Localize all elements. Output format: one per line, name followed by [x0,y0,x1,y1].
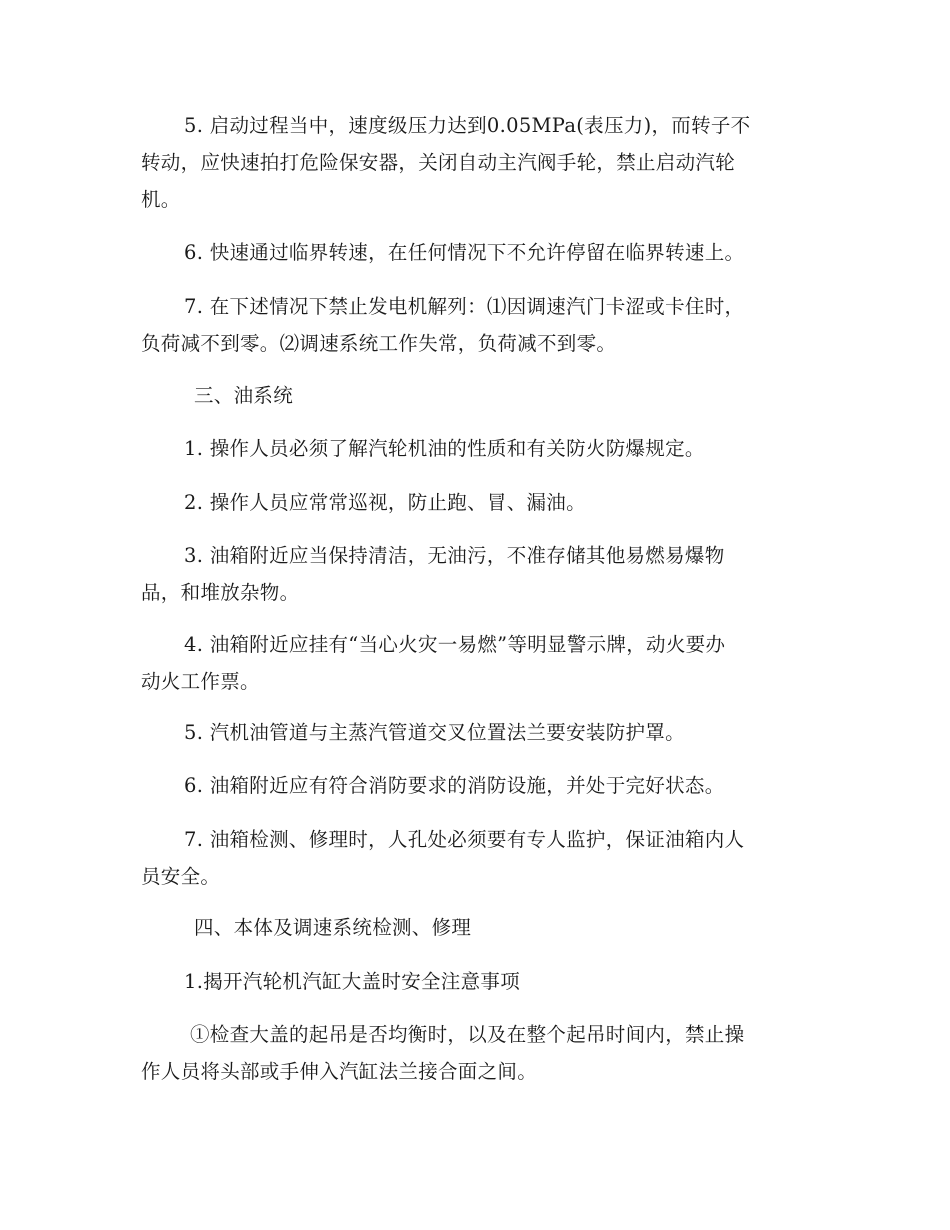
text-line: 7. 油箱检测、修理时，人孔处必须要有专人监护，保证油箱内人 [184,828,745,851]
text-line: 1.揭开汽轮机汽缸大盖时安全注意事项 [184,970,521,993]
text-line: 4. 油箱附近应挂有“当心火灾一易燃”等明显警示牌，动火要办 [184,633,726,656]
text-line: 5. 启动过程当中，速度级压力达到0.05MPa(表压力)，而转子不 [184,114,751,137]
heading-text: 四、本体及调速系统检测、修理 [194,916,472,939]
text-line: 员安全。 [141,865,221,888]
text-line: 7. 在下述情况下禁止发电机解列：⑴因调速汽门卡涩或卡住时， [184,295,745,318]
text-line: 动火工作票。 [141,670,260,693]
text-line: 3. 油箱附近应当保持清洁，无油污，不准存储其他易燃易爆物 [184,544,725,567]
text-line: 1. 操作人员必须了解汽轮机油的性质和有关防火防爆规定。 [184,437,705,460]
text-line: ①检查大盖的起吊是否均衡时，以及在整个起吊时间内，禁止操 [190,1023,745,1046]
heading-text: 三、油系统 [194,384,294,407]
text-line: 5. 汽机油管道与主蒸汽管道交叉位置法兰要安装防护罩。 [184,721,685,744]
text-line: 2. 操作人员应常常巡视，防止跑、冒、漏油。 [184,491,586,514]
text-line: 负荷减不到零。⑵调速系统工作失常，负荷减不到零。 [141,332,617,355]
text-line: 品，和堆放杂物。 [141,581,300,604]
text-line: 6. 油箱附近应有符合消防要求的消防设施，并处于完好状态。 [184,774,725,797]
text-line: 机。 [141,188,181,211]
text-line: 作人员将头部或手伸入汽缸法兰接合面之间。 [141,1060,538,1083]
text-line: 转动，应快速拍打危险保安器，关闭自动主汽阀手轮，禁止启动汽轮 [141,151,736,174]
text-line: 6. 快速通过临界转速，在任何情况下不允许停留在临界转速上。 [184,241,745,264]
